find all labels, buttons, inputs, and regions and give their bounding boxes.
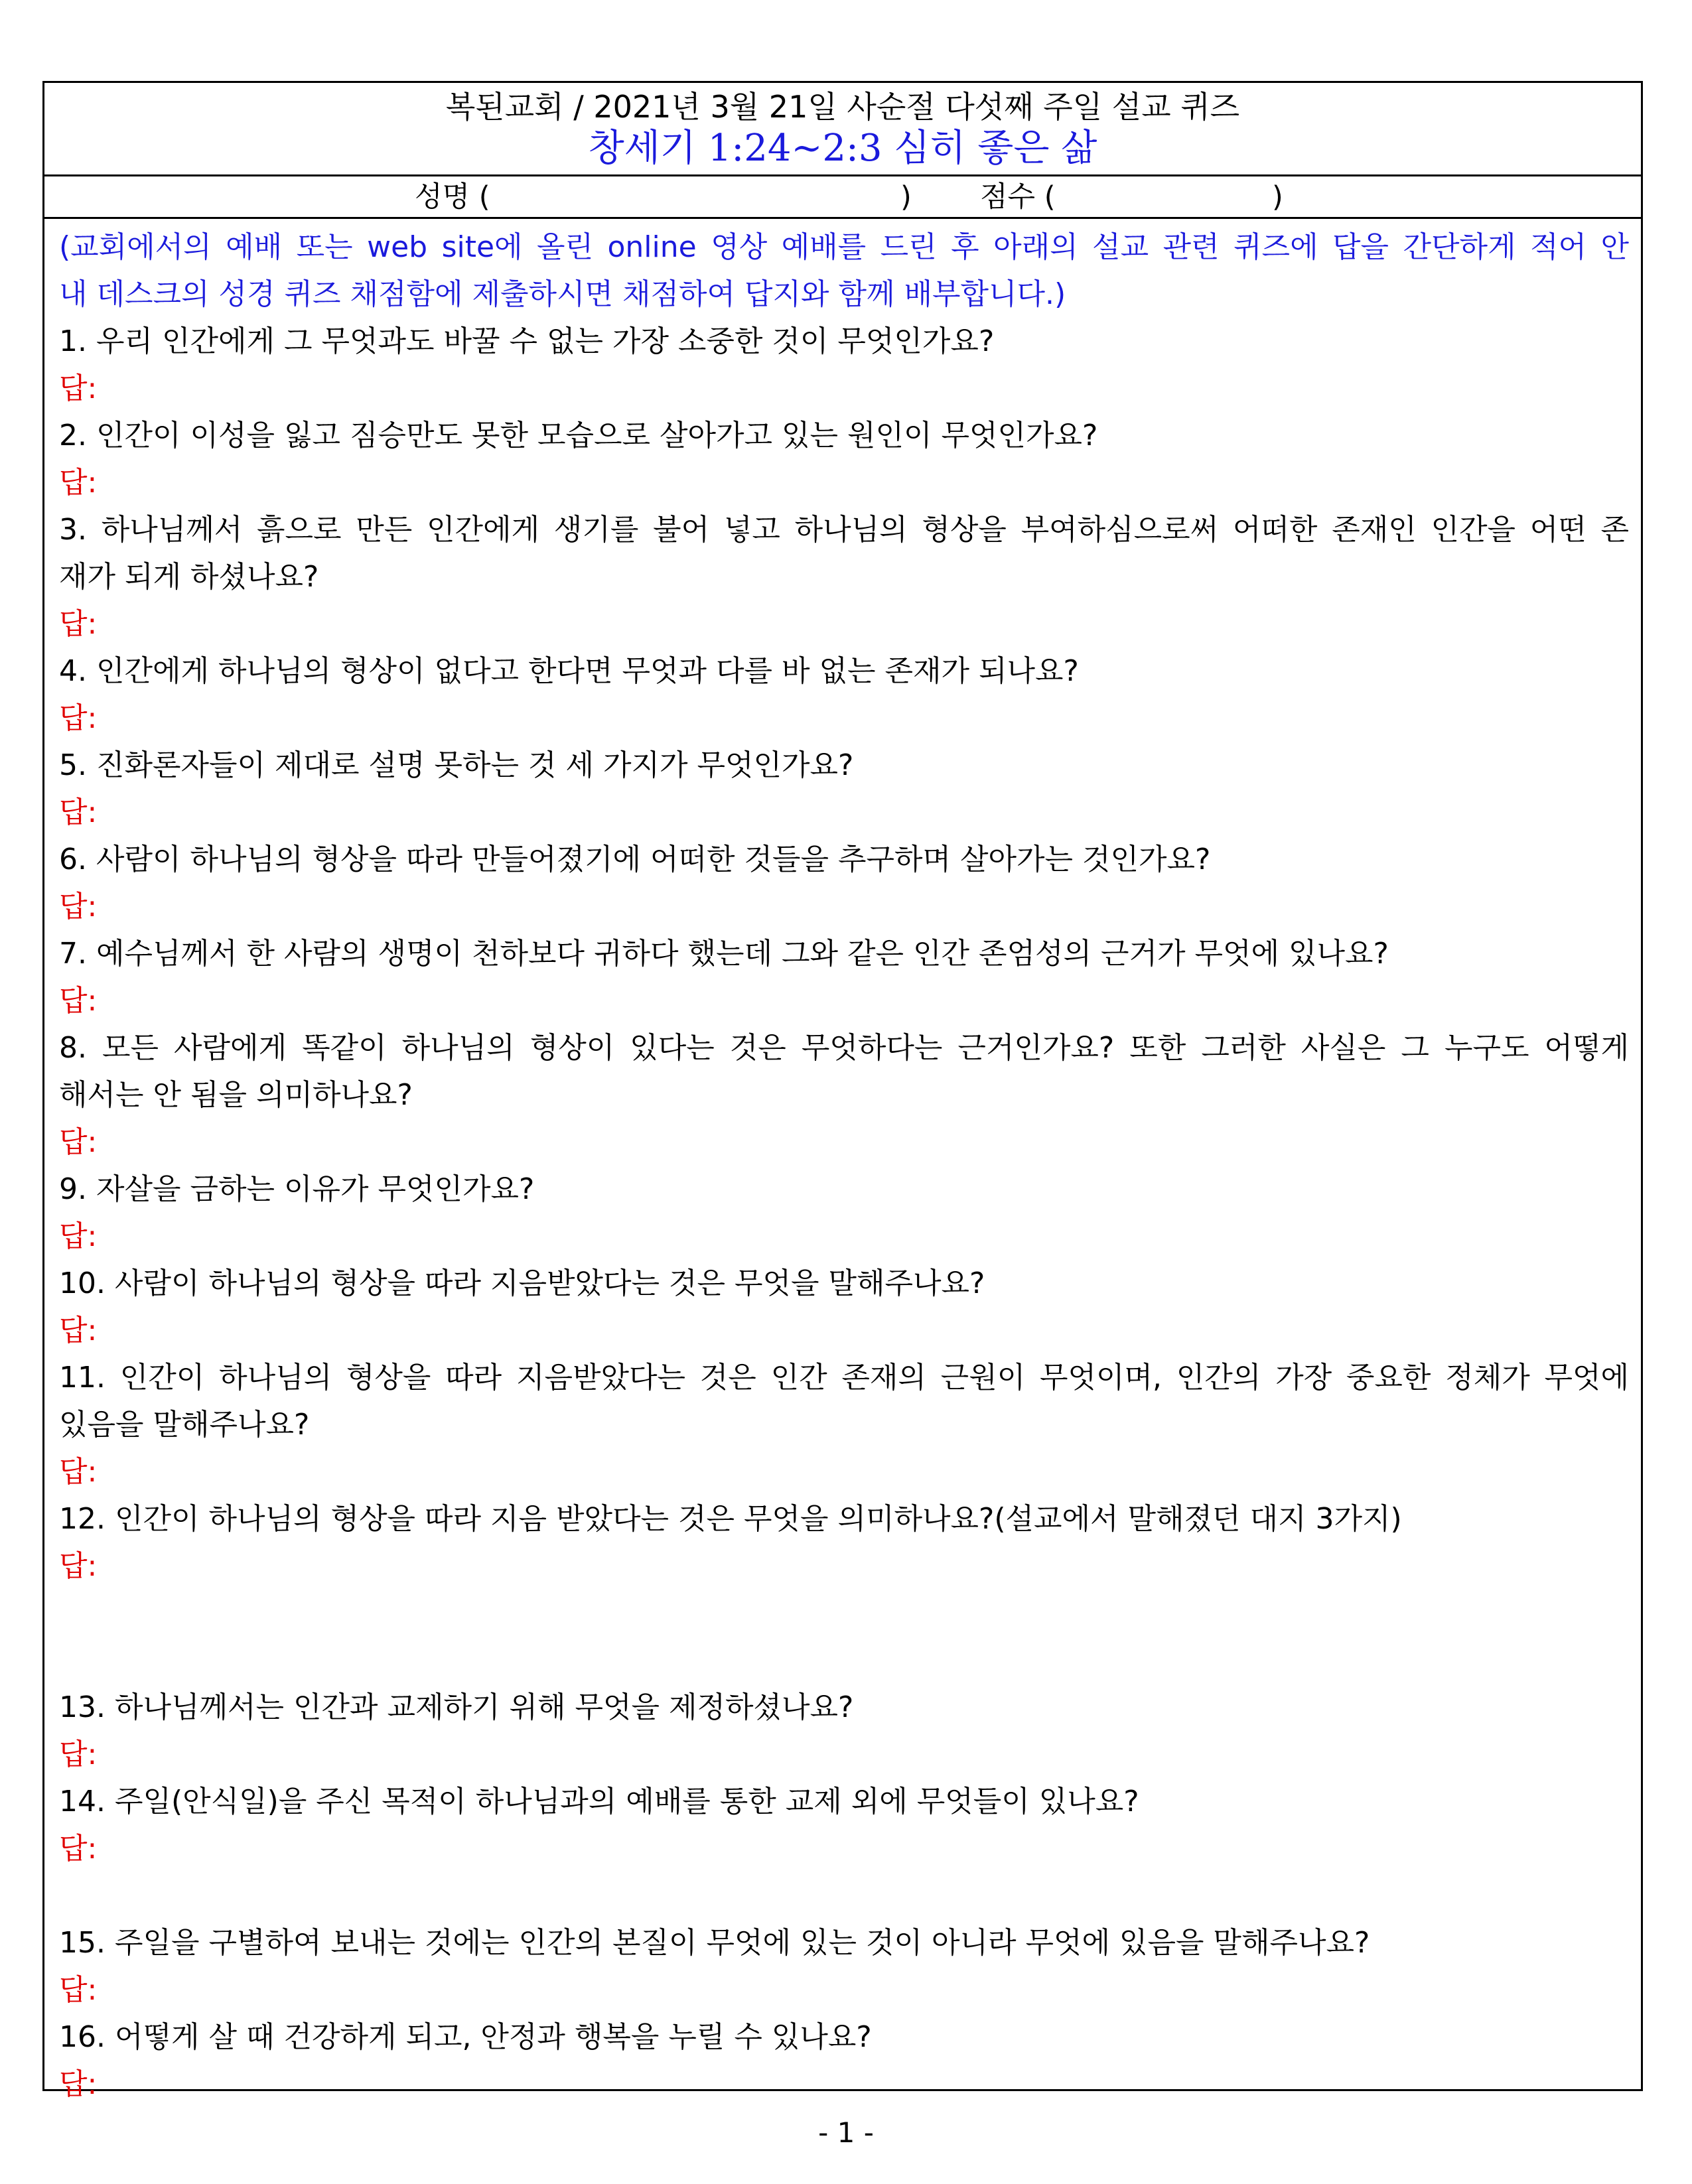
question-text: 재가 되게 하셨나요? bbox=[59, 560, 319, 594]
answer-label: 답: bbox=[59, 1738, 98, 1771]
instructions-line: 내 데스크의 성경 퀴즈 채점함에 제출하시면 채점하여 답지와 함께 배부합니다.) bbox=[59, 277, 1066, 311]
question-6 bbox=[59, 836, 1629, 930]
question-text: 해서는 안 됨을 의미하나요? bbox=[59, 1078, 413, 1112]
answer-label: 답: bbox=[59, 1832, 98, 1866]
answer-label: 답: bbox=[59, 1314, 98, 1347]
question-8 bbox=[59, 1024, 1629, 1166]
question-text: 11. 인간이 하나님의 형상을 따라 지음받았다는 것은 인간 존재의 근원이 무엇이며, 인간의 가장 중요한 정체가 무엇에 bbox=[59, 1361, 1629, 1395]
question-10 bbox=[59, 1260, 1629, 1354]
answer-label: 답: bbox=[59, 607, 98, 641]
score-label: 점수 ( bbox=[980, 180, 1056, 214]
question-text: 3. 하나님께서 흙으로 만든 인간에게 생기를 불어 넣고 하나님의 형상을 부여하심으로써 어떠한 존재인 인간을 어떤 존 bbox=[59, 513, 1629, 547]
question-3 bbox=[59, 506, 1629, 648]
question-text: 있음을 말해주나요? bbox=[59, 1408, 310, 1442]
question-text: 15. 주일을 구별하여 보내는 것에는 인간의 본질이 무엇에 있는 것이 아니라 무엇에 있음을 말해주나요? bbox=[59, 1926, 1370, 1960]
name-score-row bbox=[44, 176, 1641, 219]
sermon-title: 창세기 1:24~2:3 심히 좋은 삶 bbox=[588, 127, 1097, 170]
answer-label: 답: bbox=[59, 1973, 98, 2007]
answer-label: 답: bbox=[59, 1125, 98, 1159]
name-label: 성명 ( bbox=[415, 180, 490, 214]
question-13 bbox=[59, 1684, 1629, 1778]
answer-label: 답: bbox=[59, 466, 98, 500]
question-text: 4. 인간에게 하나님의 형상이 없다고 한다면 무엇과 다를 바 없는 존재가 되나요? bbox=[59, 654, 1079, 688]
answer-label: 답: bbox=[59, 372, 98, 405]
answer-label: 답: bbox=[59, 795, 98, 829]
question-text: 5. 진화론자들이 제대로 설명 못하는 것 세 가지가 무엇인가요? bbox=[59, 748, 854, 782]
answer-label: 답: bbox=[59, 2067, 98, 2101]
question-text: 14. 주일(안식일)을 주신 목적이 하나님과의 예배를 통한 교제 외에 무엇들이 있나요? bbox=[59, 1785, 1139, 1818]
answer-label: 답: bbox=[59, 1455, 98, 1489]
question-11 bbox=[59, 1354, 1629, 1495]
question-9 bbox=[59, 1166, 1629, 1260]
question-1 bbox=[59, 318, 1629, 412]
question-text: 13. 하나님께서는 인간과 교제하기 위해 무엇을 제정하셨나요? bbox=[59, 1690, 854, 1724]
church-date-title: 복된교회 / 2021년 3월 21일 사순절 다섯째 주일 설교 퀴즈 bbox=[445, 89, 1240, 125]
question-5 bbox=[59, 742, 1629, 836]
answer-label: 답: bbox=[59, 890, 98, 923]
answer-label: 답: bbox=[59, 1219, 98, 1253]
question-text: 1. 우리 인간에게 그 무엇과도 바꿀 수 없는 가장 소중한 것이 무엇인가요? bbox=[59, 324, 995, 358]
answer-label: 답: bbox=[59, 701, 98, 735]
question-text: 2. 인간이 이성을 잃고 짐승만도 못한 모습으로 살아가고 있는 원인이 무엇인가요? bbox=[59, 419, 1098, 452]
question-2 bbox=[59, 412, 1629, 506]
question-text: 6. 사람이 하나님의 형상을 따라 만들어졌기에 어떠한 것들을 추구하며 살아가는 것인가요? bbox=[59, 843, 1211, 876]
score-close-paren: ) bbox=[1272, 180, 1283, 214]
question-text: 7. 예수님께서 한 사람의 생명이 천하보다 귀하다 했는데 그와 같은 인간 존엄성의 근거가 무엇에 있나요? bbox=[59, 937, 1389, 971]
quiz-header bbox=[44, 83, 1641, 176]
page-number: - 1 - bbox=[818, 2116, 874, 2149]
question-text: 9. 자살을 금하는 이유가 무엇인가요? bbox=[59, 1172, 535, 1206]
question-7 bbox=[59, 930, 1629, 1024]
question-text: 12. 인간이 하나님의 형상을 따라 지음 받았다는 것은 무엇을 의미하나요?(설교에서 말해졌던 대지 3가지) bbox=[59, 1502, 1402, 1536]
question-12 bbox=[59, 1495, 1629, 1684]
answer-label: 답: bbox=[59, 1549, 98, 1583]
answer-label: 답: bbox=[59, 984, 98, 1018]
question-text: 10. 사람이 하나님의 형상을 따라 지음받았다는 것은 무엇을 말해주나요? bbox=[59, 1266, 985, 1300]
question-14 bbox=[59, 1778, 1629, 1919]
instructions-line: (교회에서의 예배 또는 web site에 올린 online 영상 예배를 드린 후 아래의 설교 관련 퀴즈에 답을 간단하게 적어 안 bbox=[59, 230, 1629, 264]
question-4 bbox=[59, 648, 1629, 742]
question-15 bbox=[59, 1919, 1629, 2013]
quiz-sheet bbox=[42, 81, 1643, 2101]
question-16 bbox=[59, 2013, 1629, 2108]
question-text: 8. 모든 사람에게 똑같이 하나님의 형상이 있다는 것은 무엇하다는 근거인가요? 또한 그러한 사실은 그 누구도 어떻게 bbox=[59, 1031, 1629, 1065]
question-text: 16. 어떻게 살 때 건강하게 되고, 안정과 행복을 누릴 수 있나요? bbox=[59, 2020, 872, 2054]
quiz-body bbox=[59, 224, 1629, 2108]
name-close-paren: ) bbox=[900, 180, 912, 214]
